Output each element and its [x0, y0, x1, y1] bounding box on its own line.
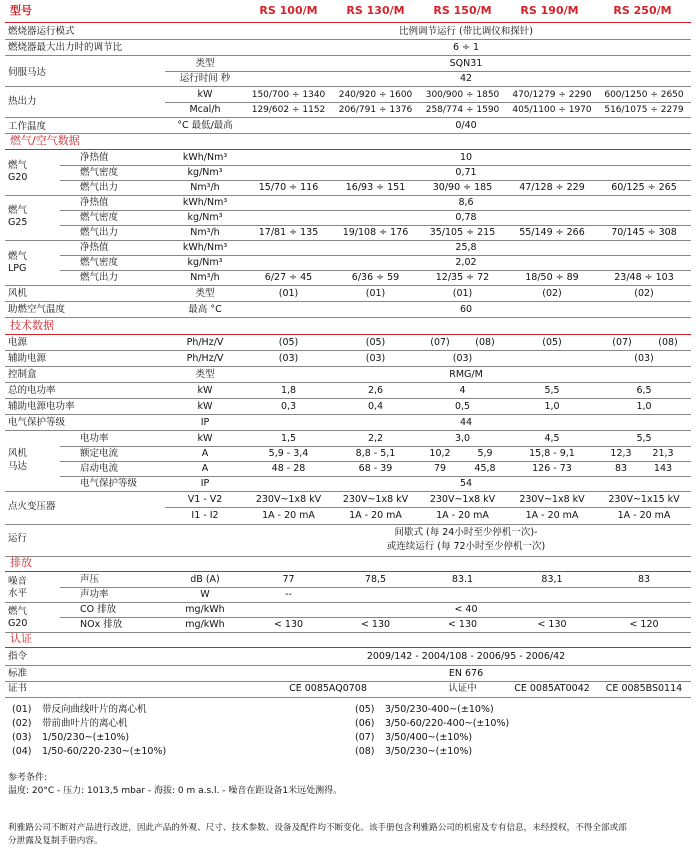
ignition-i-value: 1A - 20 mA — [436, 510, 489, 521]
nox-value: < 130 — [360, 619, 391, 630]
g20-ncv-value: 10 — [459, 152, 473, 163]
sound-pressure-value: 83.1 — [451, 574, 474, 585]
motor-power-value: 4,5 — [544, 433, 560, 444]
rated-current-value: 10,2 — [429, 448, 451, 459]
rated-current-value: 15,8 - 9,1 — [529, 448, 575, 459]
aux-el-power-value: 1,0 — [544, 401, 560, 412]
gas-emit-label-2: G20 — [8, 618, 28, 629]
model-rs250: RS 250/M — [613, 4, 672, 17]
footnote-text: 3/50/230-400~(±10%) — [385, 704, 494, 715]
power-label: 电源 — [8, 337, 28, 348]
lpg-flow-unit: Nm³/h — [190, 272, 220, 283]
aux-power-label: 辅助电源 — [8, 353, 47, 364]
total-power-value: 6,5 — [636, 385, 652, 396]
g20-density-label: 燃气密度 — [80, 167, 119, 178]
fan-value: (02) — [542, 288, 562, 299]
thermal-mcal-value: 206/791 ÷ 1376 — [338, 105, 413, 115]
servo-type-value: SQN31 — [449, 58, 483, 69]
nox-value: < 130 — [447, 619, 478, 630]
lpg-flow-value: 6/36 ÷ 59 — [351, 272, 400, 283]
servo-label: 伺服马达 — [8, 67, 47, 78]
ignition-v-value: 230V~1x8 kV — [342, 494, 409, 505]
g20-label-1: 燃气 — [8, 160, 28, 171]
ignition-v-value: 230V~1x8 kV — [429, 494, 496, 505]
g25-density-label: 燃气密度 — [80, 212, 119, 223]
sound-power-value: -- — [285, 589, 292, 600]
footnote-text: 带前曲叶片的离心机 — [42, 718, 128, 729]
start-current-value: 83 — [614, 463, 628, 474]
lpg-flow-value: 12/35 ÷ 72 — [435, 272, 490, 283]
certificate-value: 认证中 — [448, 683, 477, 694]
g25-flow-value: 70/145 ÷ 308 — [611, 227, 677, 238]
lpg-flow-value: 23/48 ÷ 103 — [614, 272, 674, 283]
start-current-value: 79 — [433, 463, 447, 474]
rated-current-label: 额定电流 — [80, 448, 119, 459]
work-temp-unit: °C 最低/最高 — [177, 120, 233, 131]
fan-motor-label-2: 马达 — [8, 461, 28, 472]
certificate-value: CE 0085BS0114 — [605, 683, 683, 694]
motor-protect-value: 54 — [459, 478, 473, 489]
work-temp-label: 工作温度 — [8, 121, 47, 132]
thermal-kw-unit: kW — [197, 89, 213, 100]
power-value: (08) — [658, 337, 678, 348]
fuel-section-title: 燃气/空气数据 — [10, 134, 80, 147]
tech-section-title: 技术数据 — [10, 319, 54, 332]
footnote-text: 带反向曲线叶片的离心机 — [42, 704, 147, 715]
operation-value-1: 间歇式 (每 24小时至少停机一次)- — [394, 527, 538, 538]
nox-value: < 120 — [629, 619, 659, 630]
thermal-kw-value: 300/900 ÷ 1850 — [425, 90, 500, 100]
certificate-label: 证书 — [8, 683, 28, 694]
total-power-label: 总的电功率 — [8, 385, 56, 396]
aux-el-power-value: 0,4 — [367, 401, 384, 412]
model-rs130: RS 130/M — [346, 4, 405, 17]
motor-power-value: 3,0 — [454, 433, 471, 444]
g20-ncv-unit: kWh/Nm³ — [182, 152, 228, 163]
aux-el-power-label: 辅助电源电功率 — [8, 401, 75, 412]
g25-flow-unit: Nm³/h — [190, 227, 220, 238]
aux-el-power-value: 0,5 — [454, 401, 471, 412]
power-value: (05) — [278, 337, 299, 348]
motor-power-value: 1,5 — [280, 433, 297, 444]
g20-flow-value: 30/90 ÷ 185 — [432, 182, 493, 193]
operation-mode-value: 比例调节运行 (带比调仪和探针) — [399, 26, 533, 37]
certificate-value: CE 0085AQ0708 — [289, 683, 367, 694]
lpg-flow-label: 燃气出力 — [80, 272, 119, 283]
total-power-value: 1,8 — [280, 385, 297, 396]
g20-ncv-label: 净热值 — [80, 152, 109, 163]
ignition-v-value: 230V~1x8 kV — [519, 494, 585, 505]
ignition-i-value: 1A - 20 mA — [617, 510, 671, 521]
fan-value: (02) — [634, 288, 654, 299]
disclaimer-line-2: 分泄露及复制手册内容。 — [8, 836, 103, 846]
servo-time-label: 运行时间 秒 — [179, 73, 231, 84]
footnote-code: (07) — [355, 732, 375, 743]
fan-value: (01) — [452, 288, 473, 299]
directive-value: 2009/142 - 2004/108 - 2006/95 - 2006/42 — [366, 651, 566, 662]
thermal-mcal-value: 405/1100 ÷ 1970 — [512, 105, 592, 115]
thermal-mcal-value: 516/1075 ÷ 2279 — [604, 105, 684, 115]
thermal-mcal-value: 129/602 ÷ 1152 — [251, 105, 326, 115]
el-protect-value: 44 — [459, 417, 473, 428]
total-power-unit: kW — [197, 385, 213, 396]
thermal-kw-value: 470/1279 ÷ 2290 — [512, 90, 592, 100]
sound-power-label: 声功率 — [80, 589, 109, 600]
power-value: (05) — [365, 337, 386, 348]
start-current-label: 启动电流 — [80, 463, 119, 474]
start-current-value: 143 — [653, 463, 673, 474]
ignition-v-unit: V1 - V2 — [187, 494, 223, 505]
operation-mode-label: 燃烧器运行模式 — [8, 26, 75, 37]
lpg-ncv-value: 25,8 — [455, 242, 477, 253]
nox-value: < 130 — [273, 619, 304, 630]
control-box-label: 控制盒 — [8, 369, 37, 380]
lpg-density-value: 2,02 — [455, 257, 477, 268]
lpg-label-2: LPG — [8, 263, 27, 274]
sound-pressure-value: 77 — [282, 574, 295, 585]
ignition-v-value: 230V~1x8 kV — [255, 494, 322, 505]
motor-protect-unit: IP — [200, 478, 210, 489]
el-protect-unit: IP — [200, 417, 210, 428]
standard-label: 标准 — [8, 668, 28, 679]
g20-label-2: G20 — [8, 172, 28, 183]
aux-el-power-value: 1,0 — [636, 401, 652, 412]
motor-protect-label: 电气保护等级 — [80, 478, 138, 489]
g25-flow-label: 燃气出力 — [80, 227, 119, 238]
cert-section-title: 认证 — [10, 632, 32, 645]
footnote-code: (03) — [12, 732, 32, 743]
noise-label-1: 噪音 — [8, 576, 28, 587]
sound-pressure-value: 83 — [637, 574, 651, 585]
g25-ncv-value: 8,6 — [458, 197, 474, 208]
g20-flow-value: 15/70 ÷ 116 — [258, 182, 319, 193]
reference-text: 温度: 20°C - 压力: 1013,5 mbar - 海拔: 0 m a.s.l. - 噪音在距设备1米远处测得。 — [8, 786, 343, 796]
model-rs190: RS 190/M — [520, 4, 579, 17]
thermal-mcal-value: 258/774 ÷ 1590 — [425, 105, 500, 115]
rated-current-value: 21,3 — [652, 448, 674, 459]
motor-power-value: 5,5 — [636, 433, 652, 444]
co-label: CO 排放 — [80, 604, 117, 615]
fan-motor-label-1: 风机 — [8, 448, 28, 459]
lpg-label-1: 燃气 — [8, 251, 28, 262]
standard-value: EN 676 — [448, 668, 484, 679]
g25-label-2: G25 — [8, 217, 28, 228]
control-box-unit: 类型 — [195, 369, 215, 380]
motor-power-label: 电功率 — [80, 433, 109, 444]
el-protect-label: 电气保护等级 — [8, 417, 66, 428]
thermal-output-label: 热出力 — [8, 96, 37, 107]
footnote-text: 1/50/230~(±10%) — [42, 732, 130, 743]
work-temp-value: 0/40 — [455, 120, 477, 131]
g20-flow-unit: Nm³/h — [190, 182, 220, 193]
ignition-i-value: 1A - 20 mA — [349, 510, 402, 521]
thermal-kw-value: 240/920 ÷ 1600 — [338, 90, 413, 100]
sound-pressure-value: 83,1 — [541, 574, 563, 585]
thermal-kw-value: 600/1250 ÷ 2650 — [604, 90, 684, 100]
lpg-density-label: 燃气密度 — [80, 257, 119, 268]
lpg-ncv-label: 净热值 — [80, 242, 109, 253]
footnote-code: (06) — [355, 718, 375, 729]
power-unit: Ph/Hz/V — [186, 337, 224, 348]
lpg-density-unit: kg/Nm³ — [187, 257, 223, 268]
start-current-value: 45,8 — [474, 463, 496, 474]
g20-flow-value: 16/93 ÷ 151 — [345, 182, 406, 193]
reference-title: 参考条件: — [8, 773, 48, 783]
footnote-code: (05) — [355, 704, 375, 715]
gas-emit-label-1: 燃气 — [8, 606, 28, 617]
aux-power-value: (03) — [365, 353, 386, 364]
total-power-value: 5,5 — [544, 385, 560, 396]
g25-flow-value: 17/81 ÷ 135 — [258, 227, 319, 238]
g25-ncv-label: 净热值 — [80, 197, 109, 208]
power-value: (07) — [430, 337, 450, 348]
comb-air-label: 助燃空气温度 — [8, 304, 66, 315]
aux-power-value: (03) — [452, 353, 473, 364]
turndown-value: 6 ÷ 1 — [452, 42, 480, 53]
ignition-i-value: 1A - 20 mA — [262, 510, 315, 521]
disclaimer-line-1: 利雅路公司不断对产品进行改进，因此产品的外观、尺寸、技术参数、设备及配件均不断变化。该手册包含利雅路公司的机密及专有信息，未经授权，不得全部或部 — [8, 823, 627, 833]
operation-value-2: 或连续运行 (每 72小时至少停机一次) — [386, 541, 546, 552]
total-power-value: 4 — [459, 385, 466, 396]
model-rs150: RS 150/M — [433, 4, 492, 17]
fan-value: (01) — [365, 288, 386, 299]
aux-power-unit: Ph/Hz/V — [186, 353, 224, 364]
model-rs100: RS 100/M — [259, 4, 318, 17]
start-current-unit: A — [201, 463, 209, 474]
control-box-value: RMG/M — [449, 369, 483, 380]
g25-flow-value: 55/149 ÷ 266 — [519, 227, 585, 238]
footnote-text: 3/50/400~(±10%) — [385, 732, 473, 743]
servo-time-value: 42 — [459, 73, 473, 84]
servo-type-label: 类型 — [195, 58, 215, 69]
motor-power-value: 2,2 — [367, 433, 384, 444]
motor-power-unit: kW — [197, 433, 213, 444]
thermal-mcal-unit: Mcal/h — [189, 104, 221, 115]
footnote-code: (02) — [12, 718, 32, 729]
lpg-flow-value: 18/50 ÷ 89 — [525, 272, 579, 283]
comb-air-value: 60 — [459, 304, 473, 315]
turndown-label: 燃烧器最大出力时的调节比 — [8, 42, 123, 53]
lpg-flow-value: 6/27 ÷ 45 — [264, 272, 313, 283]
fan-value: (01) — [278, 288, 299, 299]
g20-density-unit: kg/Nm³ — [187, 167, 223, 178]
g20-flow-value: 60/125 ÷ 265 — [611, 182, 677, 193]
rated-current-value: 12,3 — [610, 448, 632, 459]
model-header-label: 型号 — [10, 4, 32, 17]
sound-pressure-unit: dB (A) — [190, 574, 220, 585]
fan-label: 风机 — [8, 288, 28, 299]
nox-label: NOx 排放 — [80, 619, 123, 630]
sound-pressure-label: 声压 — [80, 574, 100, 585]
sound-pressure-value: 78,5 — [364, 574, 387, 585]
aux-el-power-value: 0,3 — [280, 401, 297, 412]
certificate-value: CE 0085AT0042 — [514, 683, 590, 694]
fan-unit: 类型 — [195, 288, 215, 299]
ignition-i-value: 1A - 20 mA — [525, 510, 579, 521]
ignition-v-value: 230V~1x15 kV — [608, 494, 680, 505]
start-current-value: 126 - 73 — [532, 463, 572, 474]
directive-label: 指令 — [8, 651, 28, 662]
g20-flow-value: 47/128 ÷ 229 — [519, 182, 585, 193]
power-value: (08) — [475, 337, 495, 348]
lpg-ncv-unit: kWh/Nm³ — [182, 242, 228, 253]
noise-label-2: 水平 — [8, 588, 28, 599]
footnote-code: (01) — [12, 704, 32, 715]
power-value: (07) — [612, 337, 632, 348]
nox-unit: mg/kWh — [185, 619, 225, 630]
g25-ncv-unit: kWh/Nm³ — [182, 197, 228, 208]
ignition-i-unit: I1 - I2 — [191, 510, 219, 521]
g25-density-value: 0,78 — [455, 212, 477, 223]
g20-flow-label: 燃气出力 — [80, 182, 119, 193]
ignition-label: 点火变压器 — [8, 501, 56, 512]
co-value: < 40 — [454, 604, 478, 615]
g25-label-1: 燃气 — [8, 205, 28, 216]
g25-density-unit: kg/Nm³ — [187, 212, 223, 223]
thermal-kw-value: 150/700 ÷ 1340 — [251, 90, 326, 100]
footnote-code: (08) — [355, 746, 375, 757]
g20-density-value: 0,71 — [455, 167, 477, 178]
footnote-code: (04) — [12, 746, 32, 757]
nox-value: < 130 — [537, 619, 567, 630]
start-current-value: 68 - 39 — [358, 463, 393, 474]
power-value: (05) — [542, 337, 562, 348]
aux-power-value: (03) — [634, 353, 654, 364]
comb-air-unit: 最高 °C — [188, 304, 222, 315]
footnote-text: 3/50/230~(±10%) — [385, 746, 473, 757]
aux-power-value: (03) — [278, 353, 299, 364]
emission-section-title: 排放 — [10, 556, 32, 569]
rated-current-value: 5,9 — [477, 448, 493, 459]
rated-current-unit: A — [201, 448, 209, 459]
g25-flow-value: 35/105 ÷ 215 — [429, 227, 496, 238]
start-current-value: 48 - 28 — [271, 463, 306, 474]
aux-el-power-unit: kW — [197, 401, 213, 412]
rated-current-value: 5,9 - 3,4 — [268, 448, 309, 459]
co-unit: mg/kWh — [185, 604, 225, 615]
total-power-value: 2,6 — [367, 385, 384, 396]
footnote-text: 3/50-60/220-400~(±10%) — [385, 718, 510, 729]
footnote-text: 1/50-60/220-230~(±10%) — [42, 746, 167, 757]
sound-power-unit: W — [200, 589, 210, 600]
rated-current-value: 8,8 - 5,1 — [355, 448, 396, 459]
operation-label: 运行 — [8, 533, 28, 544]
g25-flow-value: 19/108 ÷ 176 — [342, 227, 409, 238]
